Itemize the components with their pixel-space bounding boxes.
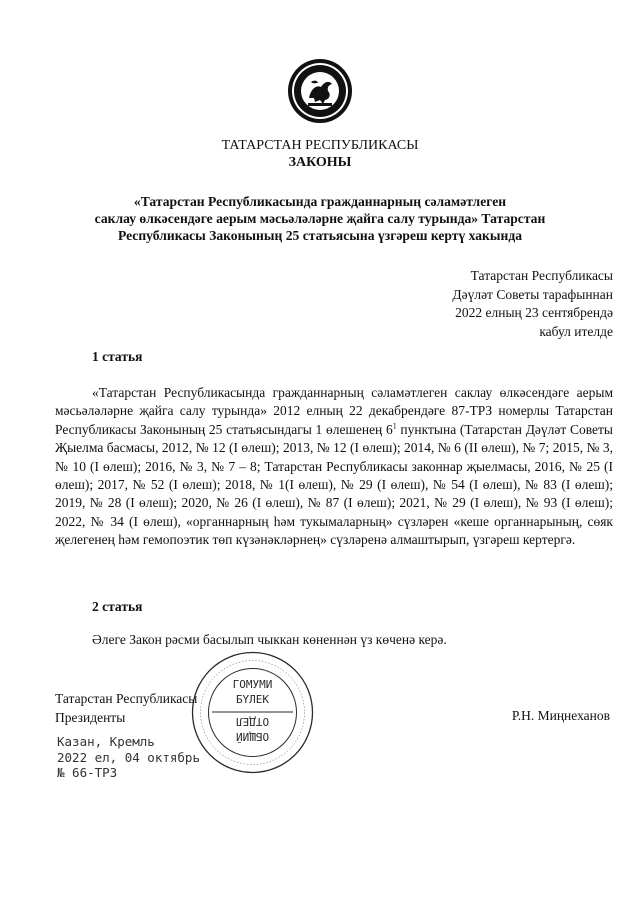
adoption-line: кабул ителде [539, 323, 613, 339]
adoption-line: Дәүләт Советы тарафыннан [452, 286, 613, 302]
header-law: ЗАКОНЫ [288, 155, 352, 170]
official-stamp-icon [190, 650, 315, 775]
header-republic: ТАТАРСТАН РЕСПУБЛИКАСЫ [221, 138, 419, 153]
law-title [70, 193, 570, 244]
signatory-line: Президенты [55, 709, 126, 725]
title-line: Республикасы Законының 25 статьясына үзгәреш кертү хакында [117, 228, 523, 243]
tatarstan-emblem-icon [287, 58, 353, 124]
article-1-text-part: пунктына (Татарстан Дәүләт Советы Җыелма басмасы, 2012, № 12 (I өлеш); 2013, № 12 (I өлеш); 2014, № 6 (II өлеш), № 7; 2015, № 3, № 10 (I өлеш); 2016, № 3, № 7 – 8; Татарстан Республикасы законнар җыелмасы, 2016, № 25 (I өлеш); 2017, № 52 (I өлеш); 2018, № 1(I өлеш), № 29 (I өлеш), № 54 (I өлеш), № 83 (I өлеш); 2019, № 28 (I өлеш); 2020, № 26 (I өлеш), № 87 (I өлеш); 2021, № 29 (I өлеш), № 93 (I өлеш); 2022, № 34 (I өлеш), «органнарның һәм тукымаларның» сүзләрен «кеше органнарының, сөяк җелегенең һәм гемопоэтик төп күзәнәкләрнең» сүзләренә алмаштырып, үзгәреш кертергә. [55, 421, 613, 548]
article-2-heading: 2 статья [92, 599, 143, 614]
title-line: «Татарстан Республикасында гражданнарның сәламәтлеген [133, 194, 507, 209]
stamp-text: ОТДЕЛ [235, 715, 270, 728]
adoption-note [383, 267, 613, 341]
stamp-text: ОБЩИЙ [235, 730, 270, 743]
article-2-text: Әлеге Закон рәсми басылып чыккан көненнән үз көченә керә. [92, 632, 447, 647]
stamp-text: БҮЛЕК [235, 693, 270, 706]
signatory-name: Р.Н. Миңнеханов [511, 708, 610, 723]
signatory-line: Татарстан Республикасы [55, 691, 198, 706]
article-1-heading: 1 статья [92, 349, 143, 364]
place-date-number [57, 734, 200, 781]
stamp-text: ГОМУМИ [232, 678, 273, 691]
place-line: Казан, Кремль [57, 734, 155, 749]
title-line: саклау өлкәсендәге аерым мәсьәләләрне җайга салу турында» Татарстан [94, 211, 546, 226]
adoption-line: Татарстан Республикасы [470, 268, 613, 283]
number-line: № 66-ТРЗ [57, 765, 118, 780]
article-1-text [55, 384, 613, 550]
signatory-title [55, 690, 197, 727]
article-1-text-part: «Татарстан Республикасында гражданнарның сәламәтлеген саклау өлкәсендәге аерым мәсьәләләрне җайга салу турында» 2012 елның 22 декабрендәге 87-ТРЗ номерлы Татарстан Республикасы Законының 25 статьясындагы 1 өлешенең 6 [55, 385, 613, 437]
adoption-line: 2022 елның 23 сентябрендә [455, 305, 613, 320]
article-1-superscript: 1 [392, 421, 397, 431]
date-line: 2022 ел, 04 октябрь [57, 749, 200, 765]
